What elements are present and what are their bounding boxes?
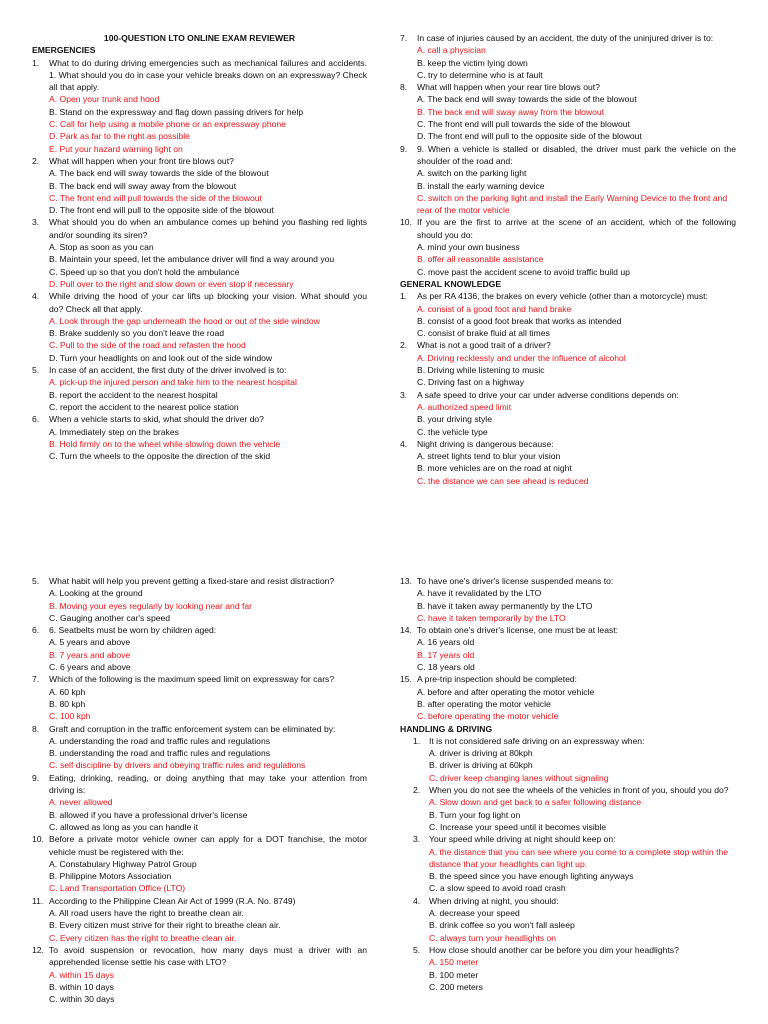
correct-answer-option: D. Park as far to the right as possible	[49, 131, 190, 142]
section-heading: EMERGENCIES	[32, 45, 96, 56]
question-text: What will happen when your front tire blows out?	[49, 155, 234, 166]
correct-answer-option: B. Hold firmly on to the wheel while slowing down the vehicle	[49, 438, 281, 449]
answer-option: C. Gauging another car's speed	[49, 612, 171, 623]
answer-option: A. Immediately step on the brakes	[49, 426, 179, 437]
correct-answer-option: C. 100 kph	[49, 711, 91, 722]
answer-option: B. Every citizen must strive for their right to breathe clean air.	[49, 920, 281, 931]
answer-option: D. The front end will pull to the opposite side of the blowout	[49, 205, 274, 216]
answer-option: B. Philippine Motors Association	[49, 871, 172, 882]
question-item	[32, 772, 367, 797]
question-number: 8.	[32, 723, 40, 734]
correct-answer-option: B. offer all reasonable assistance	[417, 254, 544, 265]
question-number: 1.	[413, 735, 421, 746]
answer-option: A. Constabulary Highway Patrol Group	[49, 858, 197, 869]
question-number: 3.	[413, 834, 421, 845]
correct-answer-option: A. Look through the gap underneath the hood or out of the side window	[49, 315, 320, 326]
question-number: 9.	[400, 143, 408, 154]
answer-option: C. The front end will pull towards the side of the blowout	[417, 119, 630, 130]
question-number: 10.	[32, 834, 44, 845]
correct-answer-option: C. Every citizen has the right to breathe clean air.	[49, 932, 237, 943]
question-text: Graft and corruption in the traffic enforcement system can be eliminated by:	[49, 723, 336, 734]
answer-option: B. 80 kph	[49, 698, 86, 709]
answer-option: A. understanding the road and traffic rules and regulations	[49, 735, 271, 746]
answer-option: B. understanding the road and traffic rules and regulations	[49, 748, 271, 759]
question-item	[400, 673, 736, 685]
question-number: 9.	[32, 772, 40, 783]
question-item	[32, 895, 367, 907]
answer-option: A. The back end will sway towards the side of the blowout	[49, 168, 269, 179]
answer-option: B. have it taken away permanently by the LTO	[417, 600, 593, 611]
question-number: 4.	[400, 438, 408, 449]
question-text: When driving at night, you should:	[429, 895, 559, 906]
question-item	[400, 216, 736, 241]
question-number: 5.	[32, 576, 40, 586]
answer-option: C. 18 years old	[417, 662, 475, 673]
question-text: 6. Seatbelts must be worn by children aged:	[49, 625, 217, 636]
question-text: When you do not see the wheels of the vehicles in front of you, should you do?	[429, 785, 729, 796]
answer-option: B. The back end will sway away from the blowout	[49, 180, 237, 191]
question-number: 11.	[32, 895, 44, 906]
answer-option: A. mind your own business	[417, 242, 520, 253]
correct-answer-option: A. Driving recklessly and under the influence of alcohol	[417, 352, 626, 363]
answer-option: B. drink coffee so you won't fall asleep	[429, 920, 575, 931]
question-text: Eating, drinking, reading, or doing anything that may take your attention from driving is:	[49, 772, 367, 796]
correct-answer-option: D. Pull over to the right and slow down or even stop if necessary	[49, 278, 294, 289]
answer-option: C. Speed up so that you don't hold the ambulance	[49, 266, 240, 277]
question-item	[32, 944, 367, 969]
answer-option: A. decrease your speed	[429, 908, 520, 919]
column-top-right	[400, 32, 736, 487]
question-item	[400, 81, 736, 93]
answer-option: C. try to determine who is at fault	[417, 69, 543, 80]
answer-option: D. Turn your headlights on and look out of the side window	[49, 352, 273, 363]
question-text: How close should another car be before you dim your headlights?	[429, 944, 679, 955]
answer-option: B. Driving while listening to music	[417, 365, 545, 376]
question-item	[400, 833, 736, 845]
answer-option: C. report the accident to the nearest police station	[49, 401, 239, 412]
question-text: According to the Philippine Clean Air Act of 1999 (R.A. No. 8749)	[49, 895, 296, 906]
answer-option: A. switch on the parking light	[417, 168, 527, 179]
question-item	[32, 833, 367, 858]
correct-answer-option: A. within 15 days	[49, 969, 114, 980]
answer-option: A. Stop as soon as you can	[49, 242, 154, 253]
question-text: What is not a good trait of a driver?	[417, 340, 551, 351]
correct-answer-option: C. the distance we can see ahead is reduced	[417, 475, 589, 486]
question-number: 2.	[32, 155, 40, 166]
correct-answer-option: C. switch on the parking light and install the Early Warning Device to the front and rear of the motor vehicle	[417, 192, 728, 216]
answer-option: C. within 30 days	[49, 994, 115, 1005]
correct-answer-option: A. Slow down and get back to a safer following distance	[429, 797, 642, 808]
question-item	[400, 389, 736, 401]
answer-option: B. driver is driving at 60kph	[429, 760, 533, 771]
question-item	[400, 339, 736, 351]
correct-answer-option: C. have it taken temporarily by the LTO	[417, 612, 566, 623]
answer-option: A. before and after operating the motor vehicle	[417, 686, 595, 697]
question-item	[400, 624, 736, 636]
answer-option: C. Turn the wheels to the opposite the direction of the skid	[49, 451, 271, 462]
question-text: If you are the first to arrive at the scene of an accident, which of the following should you do:	[417, 217, 736, 240]
question-item	[32, 723, 367, 735]
question-number: 7.	[32, 674, 40, 685]
answer-option: C. the vehicle type	[417, 426, 488, 437]
answer-option: B. within 10 days	[49, 981, 114, 992]
answer-option: C. consist of brake fluid at all times	[417, 328, 550, 339]
question-text: What will happen when your rear tire blows out?	[417, 82, 600, 93]
question-text: To obtain one's driver's license, one must be at least:	[417, 625, 619, 636]
question-text: A safe speed to drive your car under adverse conditions depends on:	[417, 389, 679, 400]
question-item	[400, 438, 736, 450]
document-title: 100-QUESTION LTO ONLINE EXAM REVIEWER	[103, 33, 296, 43]
answer-option: A. driver is driving at 80kph	[429, 748, 533, 759]
correct-answer-option: A. 150 meter	[429, 957, 479, 968]
section-heading: HANDLING & DRIVING	[400, 723, 493, 734]
correct-answer-option: A. consist of a good foot and hand brake	[417, 303, 572, 314]
question-item	[32, 155, 367, 167]
question-number: 2.	[413, 785, 421, 796]
correct-answer-option: A. never allowed	[49, 797, 113, 808]
correct-answer-option: C. The front end will pull towards the side of the blowout	[49, 192, 262, 203]
question-number: 10.	[400, 217, 412, 228]
answer-option: A. 5 years and above	[49, 637, 131, 648]
question-item	[32, 364, 367, 376]
question-number: 4.	[32, 291, 40, 302]
question-item	[400, 143, 736, 168]
question-text: Which of the following is the maximum speed limit on expressway for cars?	[49, 674, 335, 685]
answer-option: A. have it revalidated by the LTO	[417, 588, 542, 599]
question-text: When a vehicle starts to skid, what should the driver do?	[49, 414, 264, 425]
question-text: To have one's driver's license suspended means to:	[417, 576, 614, 586]
answer-option: B. Turn your fog light on	[429, 809, 521, 820]
answer-option: B. after operating the motor vehicle	[417, 698, 551, 709]
answer-option: B. your driving style	[417, 414, 492, 425]
answer-option: C. 6 years and above	[49, 662, 131, 673]
answer-option: A. street lights tend to blur your vision	[417, 451, 561, 462]
question-number: 12.	[32, 944, 44, 955]
question-number: 14.	[400, 625, 412, 636]
correct-answer-option: A. pick-up the injured person and take him to the nearest hospital	[49, 377, 297, 388]
correct-answer-option: A. the distance that you can see where you come to a complete stop within the distance that your headlights can light up.	[429, 846, 729, 869]
correct-answer-option: C. self discipline by drivers and obeying traffic rules and regulations	[49, 760, 306, 771]
question-number: 4.	[413, 895, 421, 906]
question-item	[32, 413, 367, 425]
answer-option: B. install the early warning device	[417, 180, 545, 191]
question-item	[32, 290, 367, 315]
question-item	[32, 673, 367, 685]
question-text: To avoid suspension or revocation, how many days must a driver with an apprehended license settle his case with LTO?	[49, 944, 367, 968]
correct-answer-option: C. Land Transportation Office (LTO)	[49, 883, 186, 894]
correct-answer-option: A. call a physician	[417, 45, 486, 56]
question-item	[32, 57, 367, 94]
answer-option: B. Brake suddenly so you don't leave the road	[49, 328, 225, 339]
question-text: As per RA 4136, the brakes on every vehicle (other than a motorcycle) must:	[417, 291, 708, 302]
answer-option: A. 60 kph	[49, 686, 86, 697]
question-number: 6.	[32, 625, 40, 636]
answer-option: A. Looking at the ground	[49, 588, 143, 599]
correct-answer-option: A. Open your trunk and hood	[49, 94, 160, 105]
correct-answer-option: C. before operating the motor vehicle	[417, 711, 559, 722]
question-number: 6.	[32, 414, 40, 425]
question-item	[400, 32, 736, 44]
correct-answer-option: B. The back end will sway away from the blowout	[417, 106, 605, 117]
question-text: What to do during driving emergencies such as mechanical failures and accidents. 1. What should you do in case your vehicle breaks down on an expressway? Check all that apply.	[49, 57, 367, 93]
answer-option: B. Maintain your speed, let the ambulance driver will find a way around you	[49, 254, 335, 265]
column-bottom-left	[32, 575, 367, 1005]
answer-option: B. Stand on the expressway and flag down passing drivers for help	[49, 106, 304, 117]
question-item	[400, 895, 736, 907]
question-text: A pre-trip inspection should be completed:	[417, 674, 578, 685]
question-number: 5.	[32, 365, 40, 376]
question-text: What should you do when an ambulance comes up behind you flashing red lights and/or sounding its siren?	[49, 217, 367, 240]
question-number: 3.	[400, 389, 408, 400]
section-heading: GENERAL KNOWLEDGE	[400, 278, 502, 289]
answer-option: C. allowed as long as you can handle it	[49, 821, 199, 832]
correct-answer-option: E. Put your hazard warning light on	[49, 143, 183, 154]
answer-option: A. 16 years old	[417, 637, 475, 648]
question-item	[400, 944, 736, 956]
question-number: 8.	[400, 82, 408, 93]
correct-answer-option: B. Moving your eyes regularly by looking near and far	[49, 600, 253, 611]
question-item	[400, 735, 736, 747]
question-text: 9. When a vehicle is stalled or disabled, the driver must park the vehicle on the shoulder of the road and:	[417, 143, 736, 166]
question-number: 15.	[400, 674, 412, 685]
answer-option: C. Increase your speed until it becomes visible	[429, 821, 607, 832]
question-number: 13.	[400, 576, 412, 586]
question-text: Night driving is dangerous because:	[417, 438, 554, 449]
answer-option: A. All road users have the right to breathe clean air.	[49, 908, 244, 919]
answer-option: B. more vehicles are on the road at night	[417, 463, 572, 474]
answer-option: C. a slow speed to avoid road crash	[429, 883, 566, 894]
answer-option: B. allowed if you have a professional driver's license	[49, 809, 248, 820]
question-number: 5.	[413, 944, 421, 955]
answer-option: C. move past the accident scene to avoid traffic build up	[417, 266, 630, 277]
correct-answer-option: B. 7 years and above	[49, 649, 131, 660]
question-item	[400, 290, 736, 302]
answer-option: C. Driving fast on a highway	[417, 377, 524, 388]
question-item	[400, 575, 736, 587]
question-number: 7.	[400, 33, 408, 43]
correct-answer-option: A. authorized speed limit	[417, 401, 512, 412]
correct-answer-option: C. driver keep changing lanes without signaling	[429, 772, 609, 783]
answer-option: C. 200 meters	[429, 981, 483, 992]
answer-option: B. keep the victim lying down	[417, 57, 528, 68]
column-bottom-right	[400, 575, 736, 993]
question-item	[32, 216, 367, 241]
correct-answer-option: C. always turn your headlights on	[429, 932, 557, 943]
correct-answer-option: C. Pull to the side of the road and refasten the hood	[49, 340, 246, 351]
answer-option: B. consist of a good foot break that works as intended	[417, 315, 622, 326]
answer-option: A. The back end will sway towards the side of the blowout	[417, 94, 637, 105]
question-number: 3.	[32, 217, 40, 228]
question-text: Before a private motor vehicle owner can apply for a DOT franchise, the motor vehicle must be registered with the:	[49, 834, 367, 857]
answer-option: B. 100 meter	[429, 969, 479, 980]
answer-option: D. The front end will pull to the opposite side of the blowout	[417, 131, 642, 142]
question-text: It is not considered safe driving on an expressway when:	[429, 735, 645, 746]
question-text: In case of injuries caused by an accident, the duty of the uninjured driver is to:	[417, 33, 714, 43]
question-item	[32, 624, 367, 636]
column-top-left	[32, 32, 367, 462]
question-number: 1.	[32, 57, 40, 68]
correct-answer-option: B. 17 years old	[417, 649, 475, 660]
question-item	[400, 784, 736, 796]
correct-answer-option: C. Call for help using a mobile phone or an expressway phone	[49, 119, 286, 130]
question-text: Your speed while driving at night should keep on:	[429, 834, 616, 845]
question-number: 2.	[400, 340, 408, 351]
question-item	[32, 575, 367, 587]
question-text: While driving the hood of your car lifts up blocking your vision. What should you do? Check all that apply.	[49, 291, 367, 314]
question-text: What habit will help you prevent getting a fixed-stare and resist distraction?	[49, 576, 335, 586]
question-text: In case of an accident, the first duty of the driver involved is to:	[49, 365, 287, 376]
answer-option: B. report the accident to the nearest hospital	[49, 389, 218, 400]
answer-option: B. the speed since you have enough lighting anyways	[429, 871, 634, 882]
question-number: 1.	[400, 291, 408, 302]
